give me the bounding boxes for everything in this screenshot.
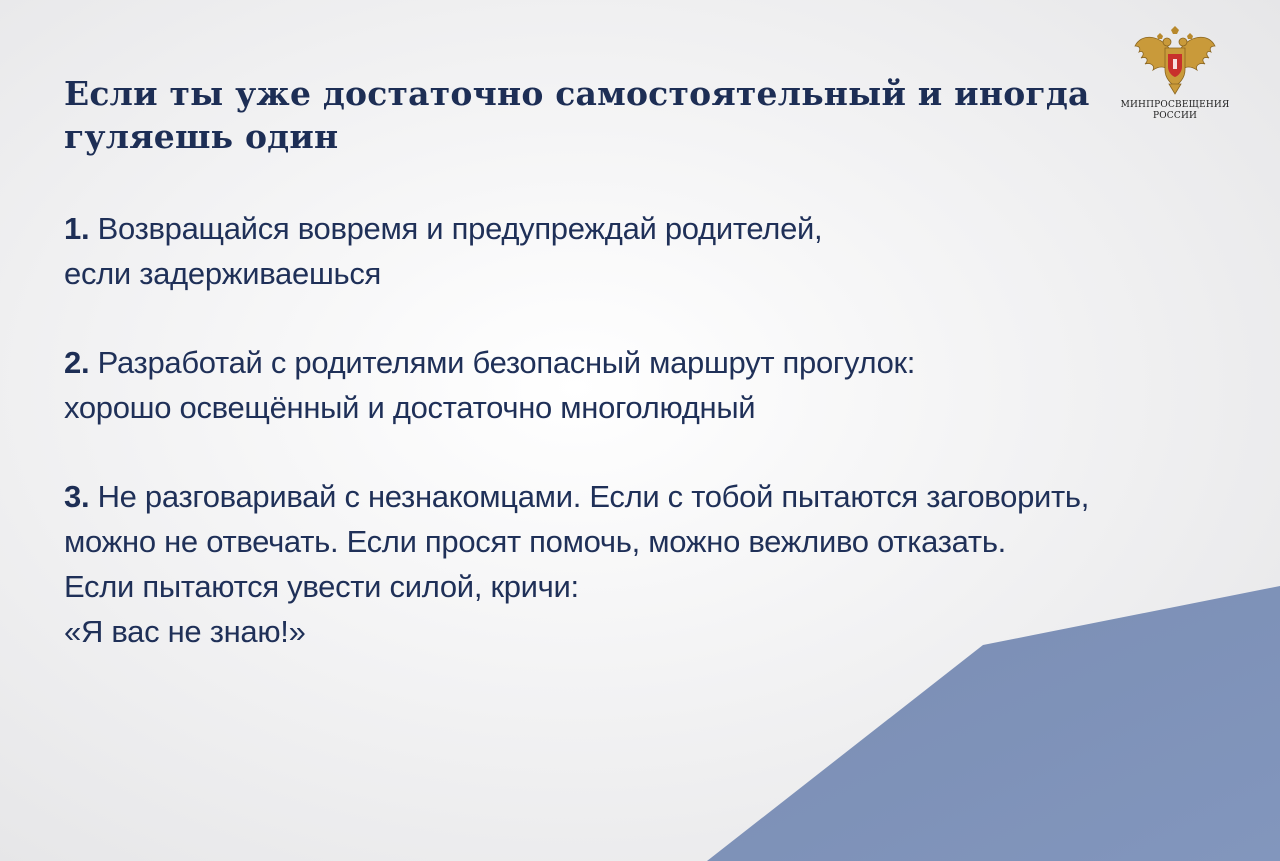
logo-text-line2: РОССИИ bbox=[1152, 111, 1198, 121]
double-headed-eagle-emblem-icon bbox=[1133, 26, 1217, 98]
item-text: если задерживаешься bbox=[64, 256, 382, 291]
ministry-logo bbox=[1120, 26, 1230, 122]
item-line bbox=[64, 340, 1214, 385]
item-text: «Я вас не знаю!» bbox=[64, 614, 306, 649]
list-item bbox=[64, 474, 1214, 654]
item-number: 3. bbox=[64, 479, 90, 514]
item-text: Если пытаются увести силой, кричи: bbox=[64, 569, 579, 604]
safety-tips-list bbox=[64, 206, 1214, 698]
item-line bbox=[64, 206, 1214, 251]
list-item bbox=[64, 340, 1214, 430]
item-text: хорошо освещённый и достаточно многолюдный bbox=[64, 390, 756, 425]
item-text: Возвращайся вовремя и предупреждай родителей, bbox=[97, 211, 823, 246]
item-text: Не разговаривай с незнакомцами. Если с тобой пытаются заговорить, bbox=[97, 479, 1090, 514]
page-title: Если ты уже достаточно самостоятельный и иногда гуляешь один bbox=[64, 74, 1090, 156]
list-item bbox=[64, 206, 1214, 296]
item-text: Разработай с родителями безопасный маршрут прогулок: bbox=[97, 345, 916, 380]
item-number: 2. bbox=[64, 345, 90, 380]
item-text: можно не отвечать. Если просят помочь, можно вежливо отказать. bbox=[64, 524, 1006, 559]
item-line bbox=[64, 474, 1214, 519]
logo-text-line1: МИНПРОСВЕЩЕНИЯ bbox=[1120, 100, 1230, 110]
item-number: 1. bbox=[64, 211, 90, 246]
